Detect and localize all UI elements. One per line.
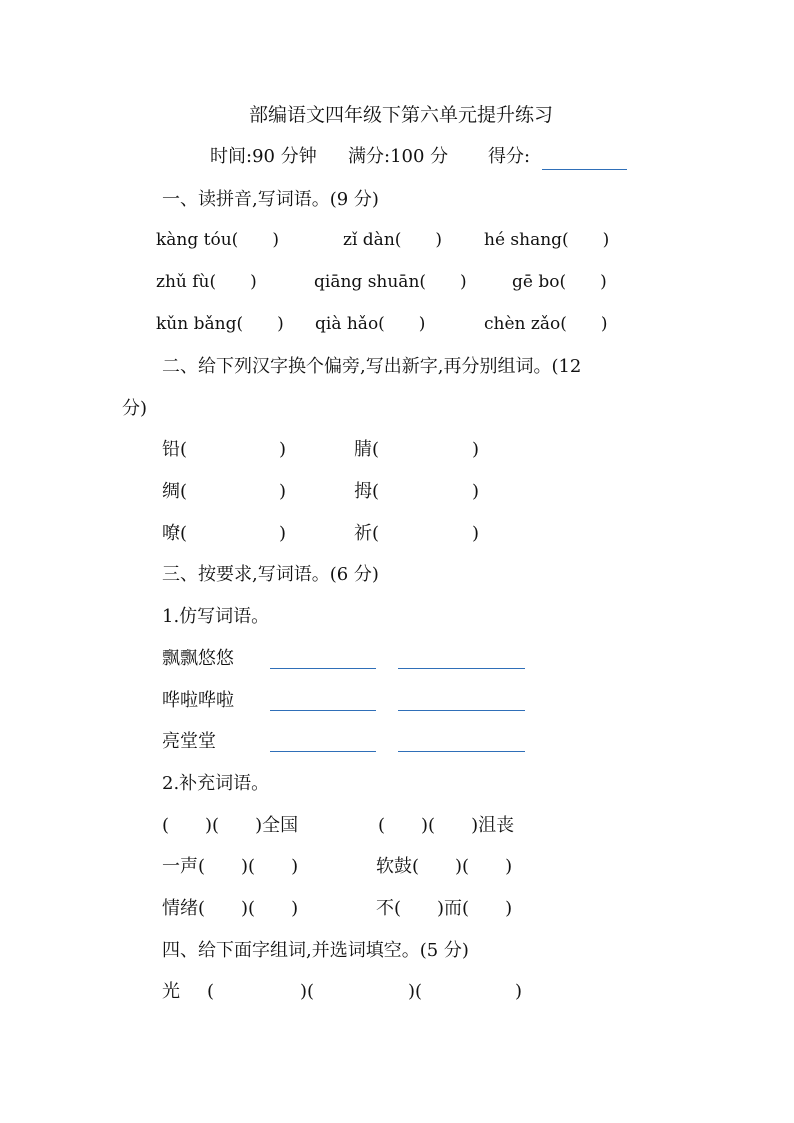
section2-heading: 二、给下列汉字换个偏旁,写出新字,再分别组词。(12 xyxy=(162,356,582,377)
pinyin-item: kàng tóu( ) xyxy=(156,230,279,250)
pinyin-item: kǔn bǎng( ) xyxy=(156,314,284,334)
radical-close: ) xyxy=(279,439,287,460)
answer-line[interactable] xyxy=(398,710,525,711)
blank-paren: ) xyxy=(515,981,523,1002)
fill-item: ( )( )全国 xyxy=(162,815,299,836)
section1-heading: 一、读拼音,写词语。(9 分) xyxy=(162,189,379,210)
pattern-word: 亮堂堂 xyxy=(162,731,216,752)
score-label: 得分: xyxy=(488,146,531,167)
pinyin-item: chèn zǎo( ) xyxy=(484,314,608,334)
pattern-word: 哗啦哗啦 xyxy=(162,690,234,711)
page-title: 部编语文四年级下第六单元提升练习 xyxy=(249,104,554,126)
section3-heading: 三、按要求,写词语。(6 分) xyxy=(162,564,379,585)
answer-line[interactable] xyxy=(270,668,376,669)
pinyin-item: zǐ dàn( ) xyxy=(343,230,443,250)
fill-item: ( )( )沮丧 xyxy=(378,815,515,836)
blank-paren: ( xyxy=(207,981,215,1002)
answer-line[interactable] xyxy=(270,751,376,752)
pinyin-item: hé shang( ) xyxy=(484,230,610,250)
fill-item: 不( )而( ) xyxy=(376,898,513,919)
fill-item: 情绪( )( ) xyxy=(162,898,299,919)
blank-paren: )( xyxy=(300,981,315,1002)
fill-item: 软鼓( )( ) xyxy=(376,856,513,877)
pinyin-item: qià hǎo( ) xyxy=(315,314,426,334)
pinyin-item: gē bo( ) xyxy=(512,272,607,292)
section4-heading: 四、给下面字组词,并选词填空。(5 分) xyxy=(162,940,469,961)
radical-char: 绸( xyxy=(162,481,188,502)
radical-char: 祈( xyxy=(354,523,380,544)
part1-label: 1.仿写词语。 xyxy=(162,606,270,627)
radical-char: 嘹( xyxy=(162,523,188,544)
radical-close: ) xyxy=(279,481,287,502)
section2-heading-cont: 分) xyxy=(122,398,148,419)
blank-paren: )( xyxy=(408,981,423,1002)
answer-line[interactable] xyxy=(398,668,525,669)
pattern-word: 飘飘悠悠 xyxy=(162,648,234,669)
section4-char: 光 xyxy=(162,981,180,1002)
pinyin-item: qiāng shuān( ) xyxy=(314,272,467,292)
radical-close: ) xyxy=(472,481,480,502)
answer-line[interactable] xyxy=(398,751,525,752)
radical-char: 铅( xyxy=(162,439,188,460)
answer-line[interactable] xyxy=(270,710,376,711)
radical-close: ) xyxy=(472,523,480,544)
part2-label: 2.补充词语。 xyxy=(162,773,270,794)
fill-item: 一声( )( ) xyxy=(162,856,299,877)
pinyin-item: zhǔ fù( ) xyxy=(156,272,257,292)
radical-close: ) xyxy=(472,439,480,460)
full-score-info: 满分:100 分 xyxy=(348,146,449,167)
score-blank-line[interactable] xyxy=(542,169,627,170)
radical-char: 拇( xyxy=(354,481,380,502)
radical-char: 腈( xyxy=(354,439,380,460)
time-info: 时间:90 分钟 xyxy=(210,146,317,167)
radical-close: ) xyxy=(279,523,287,544)
